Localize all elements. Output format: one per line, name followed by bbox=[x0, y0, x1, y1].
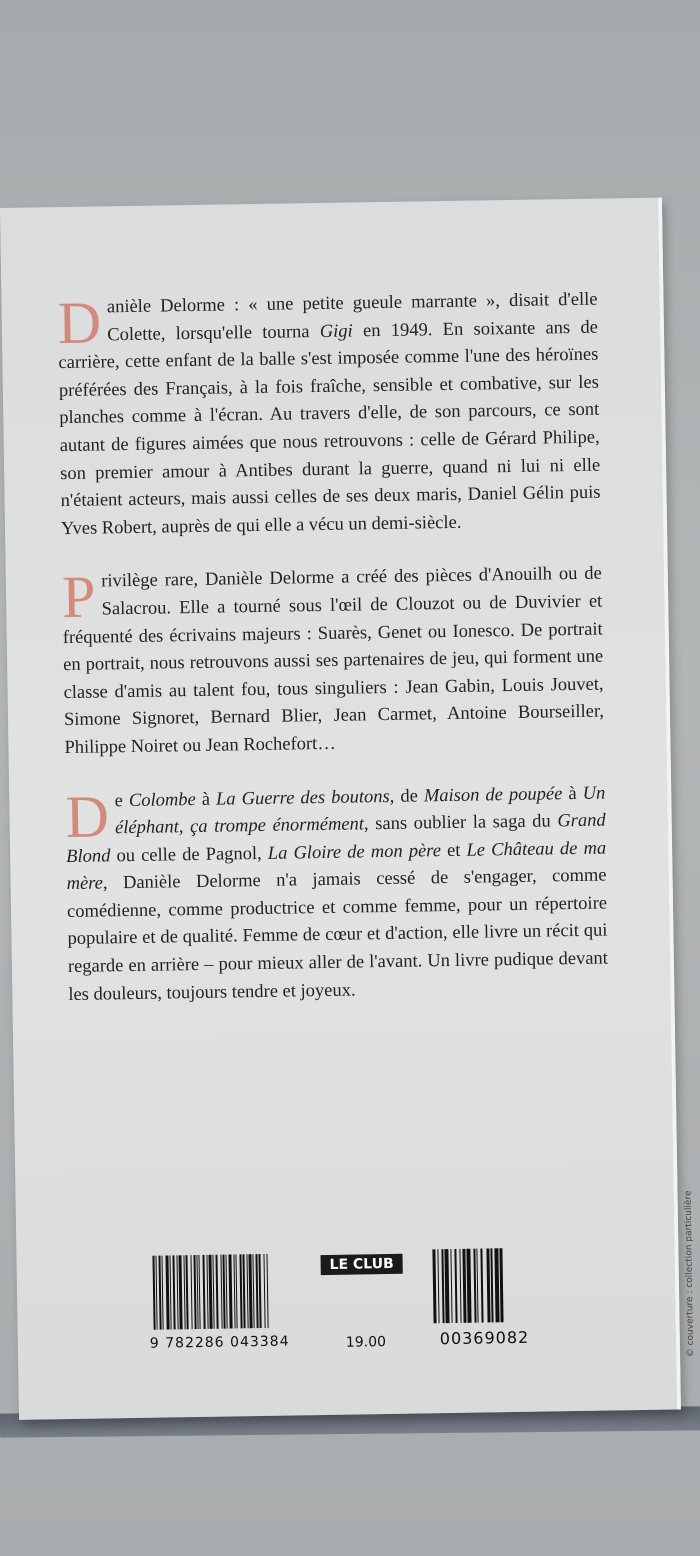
barcode-gap bbox=[502, 1248, 505, 1322]
le-club-logo: LE CLUB bbox=[320, 1254, 402, 1275]
isbn-number: 9 782286 043384 bbox=[149, 1333, 290, 1352]
blurb-paragraph-2 bbox=[62, 561, 605, 763]
blurb-paragraph-1 bbox=[57, 287, 601, 544]
paragraph-1-text: anièle Delorme : « une petite gueule marrante », disait d'elle Colette, lorsqu'elle tourna Gigi en 1949. En soixante ans de carrière, cette enfant de la balle s'est imposée comme l'une des héroïnes préférées des Français, à la fois fraîche, sensible et combative, sur les planches comme à l'écran. Au travers d'elle, de son parcours, ce sont autant de figures aimées que nous retrouvons : celle de Gérard Philipe, son premier amour à Antibes durant la guerre, quand ni lui ni elle n'étaient acteurs, mais aussi celles de ses deux maris, Daniel Gélin puis Yves Robert, auprès de qui elle a vécu un demi-siècle. bbox=[58, 289, 601, 539]
blurb bbox=[57, 287, 609, 1036]
dropcap-2: P bbox=[61, 563, 97, 631]
barcode-area bbox=[148, 1245, 570, 1362]
dropcap-3: D bbox=[65, 782, 110, 850]
paragraph-3-text: e Colombe à La Guerre des boutons, de Maison de poupée à Un éléphant, ça trompe énormément, sans oublier la saga du Grand Blond ou celle de Pagnol, La Gloire de mon père et Le Château de ma mère, Danièle Delorme n'a jamais cessé de s'engager, comme comédienne, comme productrice et comme femme, pour un répertoire populaire et de qualité. Femme de cœur et d'action, elle livre un récit qui regarde en arrière – pour mieux aller de l'avant. Un livre pudique devant les douleurs, toujours tendre et joyeux. bbox=[66, 783, 609, 1005]
isbn-barcode bbox=[152, 1254, 269, 1330]
product-code: 00369082 bbox=[439, 1327, 530, 1349]
dropcap-1: D bbox=[57, 289, 102, 357]
barcode-gap bbox=[267, 1254, 269, 1328]
product-barcode bbox=[432, 1248, 505, 1323]
cover-credit: © couverture : collection particulière bbox=[683, 1190, 697, 1358]
paragraph-2-text: rivilège rare, Danièle Delorme a créé des pièces d'Anouilh ou de Salacrou. Elle a tourné sous l'œil de Clouzot ou de Duvivier et fréquenté des écrivains majeurs : Suarès, Genet ou Ionesco. De portrait en portrait, nous retrouvons aussi ses partenaires de jeu, qui forment une classe d'amis au talent fou, tous singuliers : Jean Gabin, Louis Jouvet, Simone Signoret, Bernard Blier, Jean Carmet, Antoine Bourseiller, Philippe Noiret ou Jean Rochefort… bbox=[62, 563, 605, 758]
book-back-cover bbox=[0, 198, 697, 1420]
price: 19.00 bbox=[345, 1334, 387, 1351]
blurb-paragraph-3 bbox=[65, 780, 608, 1009]
